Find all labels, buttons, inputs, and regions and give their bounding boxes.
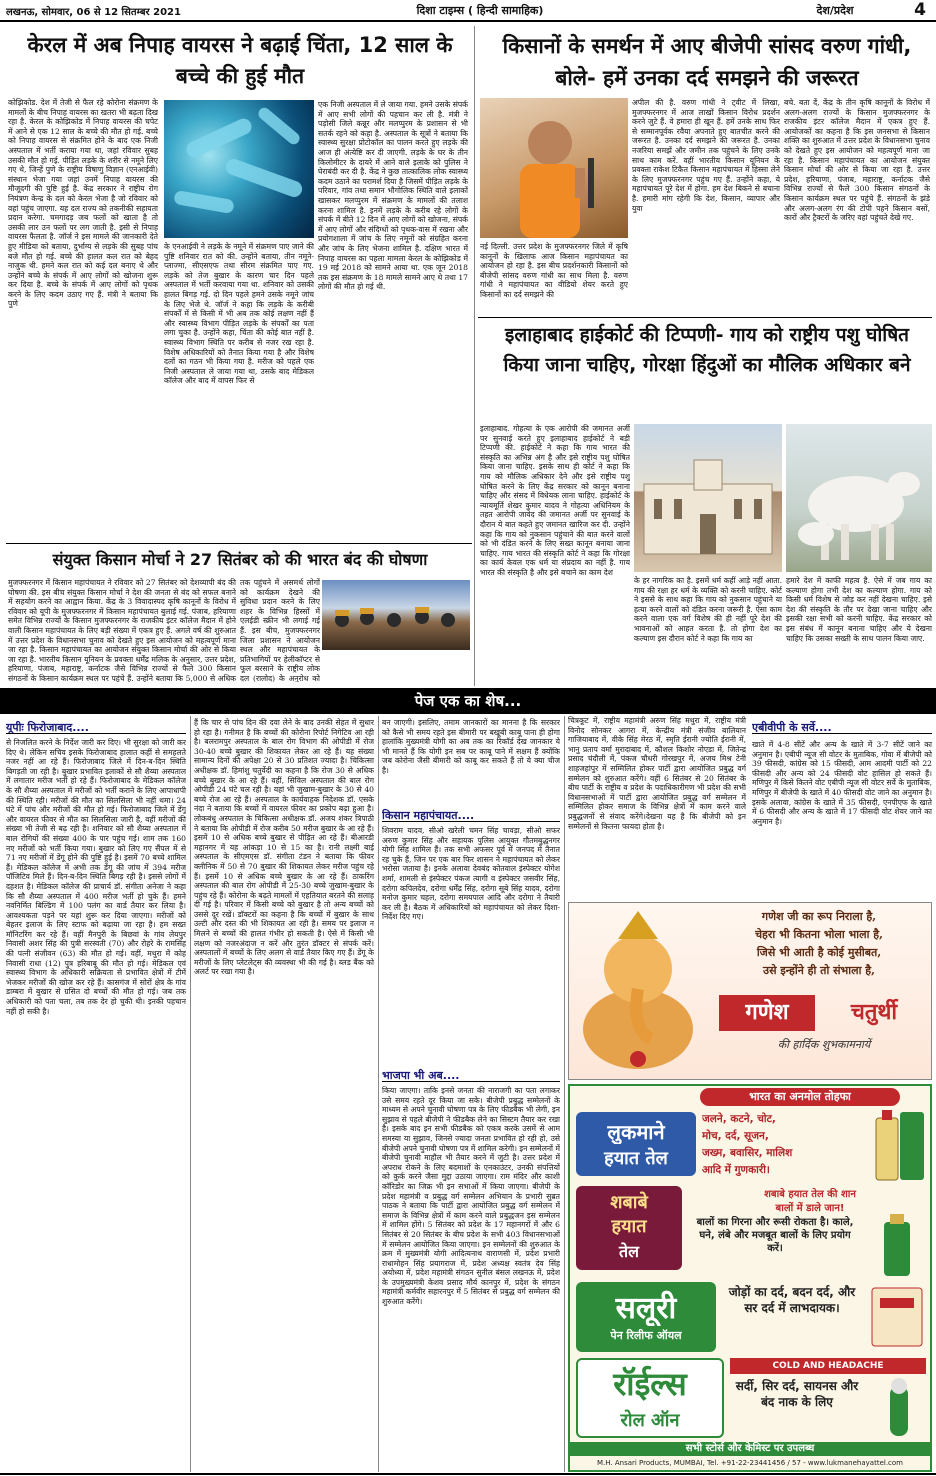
page-number: 4 [914, 0, 926, 20]
cow-drawing [786, 424, 932, 572]
article-headline-allahabad-hc: इलाहाबाद हाईकोर्ट की टिप्पणी- गाय को राष्ट्रीय पशु घोषित किया जाना चाहिए, गोरक्षा हिंदुओं का मौलिक अधिकार बने [503, 324, 911, 376]
continuation-head-bjp [382, 1064, 560, 1082]
masthead-section: देश/प्रदेश [816, 4, 854, 17]
ganesh-verse-line2: चेहरा भी कितना भोला भाला है, [755, 928, 883, 941]
lukmane-bottle-image [868, 1108, 928, 1184]
article-text-hc-col2: के हर नागरिक का है. इसमें धर्म कहीं आड़े नहीं आता. गाय की रक्षा हर धर्म के व्यक्ति को करनी चाहिए. कोर्ट ने इससे के साथ कहा कि गाय को नुकसान पहुंचाने या हत्या करने वालों को दंडित करना जरूरी है. ऐसा काम करने वाला एक वर्ग विशेष की ही नहीं पूरे देश की भावनाओं को आहत करता है. तो होगा देश का कल्याण इस दौरान कोर्ट ने कहा कि गाय का [634, 576, 782, 643]
court-photo [634, 424, 782, 572]
article-text-bandh-col2: तक पहुंचने में असमर्थ लोगों को कार्यक्रम देखने की सुविधा प्रदान करने के लिए शहर के विभिन्न हिस्सों में एलईडी स्क्रीन भी लगाई गई हैं. इस बीच, मुजफ्फरनगर जिला प्रशासन ने आयोजन स्थल और महापंचायत के प्रतिभागियों पर हेलीकॉप्टर से फूल बरसाने के राष्ट्रीय लोक दल (रालोद) के अनुरोध को [240, 578, 320, 682]
continuation-text-fever: हैं कि चार से पांच दिन की दवा लेने के बाद उनकी सेहत में सुधार हो रहा है। गनीमत है कि बच्चों की कोरोना रिपोर्ट निगेटिव आ रही है। बलरामपुर अस्पताल के बाल रोग विभाग की ओपीडी में रोज 30-40 बच्चे बुखार की शिकायत लेकर आ रहे हैं। यह संख्या सामान्य दिनों की अपेक्षा 20 से 30 प्रतिशत ज्यादा है। चिकित्सा अधीक्षक डॉ. हिमांशु चतुर्वेदी का कहना है कि रोज 30 से अधिक बच्चे बुखार के आ रहे हैं। वहीं, सिविल अस्पताल की बाल रोग ओपीडी 24 घंटे चल रही है। यहां भी जुखाम-बुखार के 30 से 40 बच्चे रोज आ रहे हैं। अस्पताल के कार्यवाहक निदेशक डॉ. एसके नंदा ने बताया कि बच्चों में वायरल फीवर का प्रकोप बढ़ा हुआ है। लोकबंधु अस्पताल के चिकित्सा अधीक्षक डॉ. अजय शंकर त्रिपाठी ने बताया कि ओपीडी में रोज करीब 50 मरीज बुखार के आ रहे हैं। इसमें 10 से अधिक बच्चे बुखार से पीड़ित आ रहे हैं। बीआरडी महानगर में यह आंकड़ा 10 से 15 का है। रानी लक्ष्मी बाई अस्पताल के सीएमएस डॉ. संगीता टंडन ने बताया कि फीवर क्लीनिक में 50 से 70 बुखार की शिकायत लेकर मरीज पहुंच रहे हैं। इसमें 10 से अधिक बच्चे बुखार के आ रहे हैं। ठाकरिंग अस्पताल की बाल रोग ओपीडी में 25-30 बच्चे जुखाम-बुखार के पहुंच रहे हैं। कोरोना के बढ़ते मामलों में एहतियात बरतने की सलाह दी गई है। परिवार में किसी बच्चे को बुखार है तो अन्य बच्चों को उससे दूर रखें। डॉक्टरों का कहना है कि बच्चों में बुखार के साथ उल्टी और दस्त की भी शिकायत आ रही है। समय पर इलाज न मिलने से बच्चों की हालत गंभीर हो सकती है। ऐसे में किसी भी लक्षण को नजरअंदाज न करें और तुरंत डॉक्टर से संपर्क करें। अस्पतालों में बच्चों के लिए अलग से वार्ड तैयार किए गए हैं। डेंगू के मरीजों के लिए प्लेटलेट्स की व्यवस्था भी की गई है। ब्लड बैंक को अलर्ट पर रखा गया है। [194, 718, 374, 977]
oil-ad-footer: सभी स्टोर्स और केमिस्ट पर उपलब्ध [570, 1442, 930, 1456]
ganesh-verse-line4: उसे इन्होंने ही तो संभाला है, [763, 964, 875, 977]
saluri-brand-box [576, 1282, 716, 1352]
virus-illustration [164, 100, 314, 238]
article-headline-nipah: केरल में अब निपाह वायरस ने बढ़ाई चिंता, 12 साल के बच्चे की हुई मौत [27, 33, 453, 88]
continuation-text-disease: बन जाएगी। इसलिए, तमाम जानकारों का मानना है कि सरकार को कैसे भी समय रहते इस बीमारी पर बखूबी काबू पाना ही होगा हालांकि मुख्यमंत्री योगी का अब तक का रिकॉर्ड देख जानकार ये भी मानते हैं कि योगी इन सब पर काबू पाने में सक्षम हैं क्योंकि जब कोरोना जैसी बीमारी को काबू कर सकते हैं तो ये क्या चीज है। [382, 718, 560, 775]
saluri-pack-image [866, 1284, 928, 1350]
oil-bullet: जख्म, बवासिर, मालिश [702, 1147, 793, 1159]
article-headline-varun-gandhi: किसानों के समर्थन में आए बीजेपी सांसद वरुण गांधी, बोले- हमें उनका दर्द समझने की जरूरत [502, 34, 912, 90]
continuation-text-bjp: किया जाएगा। ताकि इनसे जनता की नाराजगी का पता लगाकर उसे समय रहते दूर किया जा सके। बीजेपी प्रबुद्ध सम्मेलनों के माध्यम से अपने चुनावी घोषणा पत्र के लिए फीडबैक भी लेगी, इन सुझाव से पहले बीजेपी ने फीडबैक लेने का सिस्टम तैयार कर रखा है। इसके बाद इन सभी फीडबैक को एकत्र करके उसमें से आम समस्या या सुझाव, जिनसे ज्यादा जनता प्रभावित हो रही हो, उसे बीजेपी अपने चुनावी घोषणा पत्र में शामिल करेगी। इन सम्मेलनों में बीजेपी चुनावी माहौल भी तैयार करने में जुटी है। उत्तर प्रदेश में अपराध रोकने के लिए बदमाशों के एनकाउंटर, उनकी संपत्तियों को कुर्क करने जैसा मुद्दा उठाया जाएगा। राम मंदिर और काशी कॉरिडोर का जिक्र भी इन सभाओं में किया जाएगा। बीजेपी के प्रदेश महामंत्री व प्रबुद्ध वर्ग सम्मेलन अभियान के प्रभारी सुब्रत पाठक ने बताया कि पार्टी द्वारा आयोजित प्रबुद्ध वर्ग सम्मेलन में समाज के विभिन्न क्षेत्रों में काम करने वाले प्रबुद्धजन इस सम्मेलन में शामिल होंगे। 5 सितंबर को प्रदेश के 17 महानगरों में और 6 सितंबर से 20 सितंबर के बीच प्रदेश के सभी 403 विधानसभाओं में सम्मेलन आयोजित किया जाएगा। इन सम्मेलनों की शुरुआत के क्रम में मुख्यमंत्री योगी आदित्यनाथ वाराणसी में, प्रदेश प्रभारी राधामोहन सिंह प्रयागराज में, प्रदेश अध्यक्ष स्वतंत्र देव सिंह अयोध्या में, प्रदेश महामंत्री संगठन सुनील बंसल लखनऊ में, प्रदेश के उपमुख्यमंत्री केशव प्रसाद मौर्य कानपुर में, प्रदेश के संगठन महामंत्री कर्मवीर सहारनपुर में 5 सितंबर से प्रबुद्ध वर्ग सम्मेलन की शुरुआत करेंगे। [382, 1086, 560, 1307]
farmers-silhouettes [322, 580, 470, 650]
saluri-brand: सलूरी [615, 1291, 677, 1326]
oil-ad-top-banner: भारत का अनमोल तोहफा [700, 1088, 900, 1106]
pain-oil-pack-drawing [866, 1284, 928, 1350]
oil-bullet: जलने, कटने, चोट, [702, 1113, 776, 1125]
cold-headache-label: COLD AND HEADACHE [730, 1358, 926, 1374]
lukmane-brand-line1: लुकमाने [607, 1120, 665, 1144]
article-text-bandh-col1: मुजफ्फरनगर में किसान महापंचायत ने रविवार को 27 सितंबर को देशव्यापी बंद की घोषणा की. इस बीच संयुक्त किसान मोर्चा ने देश की जनता से बंद को सफल बनाने में सहयोग करने का आह्वान किया. केंद्र के 3 विवादास्पद कृषि कानूनों के विरोध में रविवार को यूपी के मुजफ्फरनगर में किसान महापंचायत बुलाई गई. पंजाब, हरियाणा समेत विभिन्न राज्यों के किसान मुजफ्फरनगर के राजकीय इंटर कॉलेज मैदान में होने वाली किसान महापंचायत के लिए बड़ी संख्या में एकत्र हुए हैं. अगले वर्ष की शुरुआत में उत्तर प्रदेश के विधानसभा चुनाव को देखते हुए इस आयोजन को महत्वपूर्ण माना जा रहा है. किसान महापंचायत का आयोजन संयुक्त किसान मोर्चा की ओर से किया जा रहा है. भारतीय किसान यूनियन के प्रवक्ता धर्मेंद्र मलिक के अनुसार, उत्तर प्रदेश, हरियाणा, पंजाब, महाराष्ट्र, कर्नाटक जैसे विभिन्न राज्यों से फैले 300 किसान संगठनों के किसान कार्यक्रम स्थल पर पहुंचे हैं. उन्होंने बताया कि 5,000 से अधिक [8, 578, 236, 682]
ganesh-idol-drawing [573, 909, 703, 1075]
ganesh-title-word1: गणेश [719, 995, 815, 1031]
hair-oil-bottle-drawing [866, 1214, 928, 1278]
ganesh-title-word2: चतुर्थी [850, 1000, 898, 1025]
continuation-text-bjp-leaders: चित्रकूट में, राष्ट्रीय महामंत्री अरुण सिंह मथुरा में, राष्ट्रीय मंत्री विनोद सोनकर आगरा में, केन्द्रीय मंत्री संजीव बालियान गाजियाबाद में, वीके सिंह मेरठ में, स्मृति ईरानी ज्योति ईरानी में, भानु प्रताप वर्मा मुरादाबाद में, कौशल किशोर नोएडा में, जितेन्द्र प्रसाद चंदौली में, पंकज चौधरी गोरखपुर में, अजय मिश्र टेनी शाहजहांपुर में सम्मिलित होकर पार्टी द्वारा आयोजित प्रबुद्ध वर्ग सम्मेलन को शुरुआत करेंगे। वहीं 6 सितंबर से 20 सितंबर के बीच पार्टी के राष्ट्रीय व प्रदेश के पदाधिकारीगण भी प्रदेश की सभी विधानसभाओं में पार्टी द्वारा आयोजित प्रबुद्ध वर्ग सम्मेलन में सम्मिलित होकर समाज के विभिन्न क्षेत्रों में काम करने वाले प्रबुद्धजनों से संवाद करेंगे।देखना यह है कि बीजेपी को इन सम्मेलनों से कितना फायदा होता है। [568, 716, 746, 831]
oil-bullet: आदि में गुणकारी। [702, 1164, 770, 1176]
oil-bullets [702, 1112, 862, 1182]
divider [478, 317, 932, 318]
ganesh-verse-line1: गणेश जी का रूप निराला है, [761, 910, 877, 923]
article-text-nipah-col1: कोझिकोड. देश में तेजी से फैल रहे कोरोना संक्रमण के मामलों के बीच निपाह वायरस का खतरा भी बढ़ता दिख रहा है. केरल के कोझिकोड में निपाह वायरस की चपेट में आने से एक 12 साल के बच्चे की मौत हो गई. बच्चे को निपाह वायरस से संक्रमित होने के बाद एक निजी अस्पताल में भर्ती कराया गया था, जहां रविवार सुबह उसकी मौत हो गई. पीड़ित लड़के के शरीर से नमूने लिए गए थे, जिन्हें पुणे के राष्ट्रीय विषाणु विज्ञान (एनआईवी) संस्थान भेजा गया जहां उनमें निपाह वायरस की मौजूदगी की पुष्टि हुई है. केंद्र सरकार ने राष्ट्रीय रोग नियंत्रण केन्द्र के दल को केरल भेजा है जो रविवार को वहां पहुंच जाएगा. यह दल राज्य को तकनीकी सहायता प्रदान करेगा. चमगादड़ जब फलों को खाता है तो उसकी लार उन फलों पर लग जाती है. इसी से निपाह वायरस फैलता है. जॉर्ज ने इस मामले की जानकारी देते हुए मीडिया को बताया, दुर्भाग्य से लड़के की सुबह पांच बजे मौत हो गई. बच्चे की हालत कल रात को बेहद नाजुक थी. हमने कल रात को कई दल बनाए थे और उन्होंने बच्चे के संपर्क में आए लोगों को खोजना शुरू कर दिया है. बच्चे के संपर्क में आए लोगों को पृथक करने के लिए कदम उठाए गए हैं. मंत्री ने बताया कि पुणे [8, 98, 158, 309]
saluri-description: जोड़ों का दर्द, बदन दर्द, और सर दर्द में लाभदायक। [728, 1285, 856, 1315]
page-bottom-rule [0, 1473, 936, 1475]
royals-description: सर्दी, सिर दर्द, सायनस और बंद नाक के लिए [735, 1379, 859, 1409]
court-building-drawing [634, 424, 782, 572]
ganesh-verse-line3: जिसे भी आती है कोई मुसीबत, [756, 946, 882, 959]
royals-brand: रॉईल्स [613, 1365, 687, 1403]
continuation-text-mahapanchayat: शिवराम यादव, सीओ खरेली चमन सिंह चावड़ा, सीओ सफर अरुण कुमार सिंह और सहायक पुलिस आयुक्त गौतमबुद्धनगर योगी सिंह शामिल हैं। तक सभी अफसर पूर्व में जनपद में तैनात रह चुके हैं, जिन पर एक बार फिर शासन ने महापंचायत को लेकर भरोसा जताया है। इनके अलावा देवबंद कोतवाल इंस्पेक्टर योगेश शर्मा, शामली से इंस्पेक्टर पंकज त्यागी व इंस्पेक्टर जसवीर सिंह, दरोगा कपिलदेव, दरोगा धर्मेंद्र सिंह, दरोगा सूबे सिंह यादव, दरोगा मनोज कुमार चहल, दरोगा समयपाल आदि और दरोगा ने तैयारी कर ली है। बैठक में अधिकारियों को महापंचायत को लेकर दिशा-निर्देश दिए गए। [382, 826, 560, 922]
varun-gandhi-photo [480, 98, 628, 238]
saluri-brand-sub: पेन रिलीफ ऑयल [610, 1329, 682, 1342]
shababe-description: बालों का गिरना और रूसी रोकता है। काले, घने, लंबे और मजबूत बालों के लिए प्रयोग करें। [696, 1217, 854, 1254]
article-text-nipah-col2: के एनआईवी ने लड़के के नमूने में संक्रमण पाए जाने की पुष्टि शनिवार रात को की. उन्होंने बताया, तीन नमूने- प्लाज्मा, सीएसएफ तथा सीरम संक्रमित पाए गए. लड़के को तेज बुखार के कारण चार दिन पहले अस्पताल में भर्ती करवाया गया था. शनिवार को उसकी हालत बिगड़ गई. दो दिन पहले हमने उसके नमूने जांच के लिए भेजे थे. जॉर्ज ने कहा कि लड़के के करीबी संपर्कों में से किसी में भी अब तक कोई लक्षण नहीं हैं और स्वास्थ्य विभाग पीड़ित लड़के के संपर्कों का पता लगा चुका है. उन्होंने कहा, चिंता की कोई बात नहीं है. स्वास्थ्य विभाग स्थिति पर करीब से नजर रख रहा है. विशेष अधिकारियों को तैनात किया गया है और विशेष दलों का गठन भी किया गया है. मरीज को पहले एक निजी अस्पताल ले जाया गया था, उसके बाद मेडिकल कॉलेज और बाद में वापस फिर से [164, 242, 314, 386]
lukmane-brand-line2: हयात तेल [604, 1148, 668, 1169]
continuation-head-survey-label: एबीवीपी के सर्वे.... [752, 721, 832, 734]
royals-brand-box [576, 1358, 724, 1438]
continuation-head-firozabad-label: यूपीः फिरोजाबाद.... [6, 721, 89, 734]
article-headline-bharat-bandh: संयुक्त किसान मोर्चा ने 27 सितंबर को की भारत बंद की घोषणा [52, 550, 428, 569]
ganesh-idol-image [573, 909, 703, 1075]
cow-photo [786, 424, 932, 572]
continuation-text-firozabad: से निजलित करने के निर्देश जारी कर दिए। भी सुरक्षा को जारी कर दिए थे। लेकिन सचिव इसके फिरोजाबाद हालात कहीं से समहलते नजर नहीं आ रहे हैं। फिरोजाबाद जिले में दिन-ब-दिन स्थिति बिगड़ती जा रही है। बुखार प्रभावित इलाकों से सौ शैय्या अस्पताल में लगातार मरीज भर्ती हो रहे हैं। फिरोजाबाद के मेडिकल कॉलेज के सौ शैय्या अस्पताल में मरीजों को भर्ती कराने के लिए आपाधापी की स्थिति रही। मरीजों की मौत का सिलसिला भी नहीं थमा। 24 घंटे में पांच और मरीजों की मौत हो गई। फिरोजाबाद जिले में डेंगू और वायरल फीवर से मौत का सिलसिला जारी है, वहीं मरीजों की संख्या भी तेजी से बढ़ रही है। शनिवार को सौ शैय्या अस्पताल में बाल रोगियों की संख्या 400 के पार पहुंच गई। शाम तक 160 नए मरीजों को भर्ती किया गया। बुखार को लिए गए सैंपल में से 71 नए मरीजों में डेंगू होने की पुष्टि हुई है। इसमें 70 बच्चे शामिल हैं। मेडिकल कॉलेज में अभी तक डेंगू की जांच में 394 मरीज पॉजिटिव मिले हैं। दिन-ब-दिन स्थिति बिगड़ रही है। इससे लोगों में दहशत है। मेडिकल कॉलेज की प्राचार्य डॉ. संगीता अनेजा ने कहा कि सौ शैय्या अस्पताल में 400 मरीज भर्ती हो चुके हैं। हमने नवनिर्मित बिल्डिंग में 100 पलंग का वार्ड तैयार कर लिया है। आवश्यकता पड़ने पर यहां शुरू कर दिया जाएगा। मरीजों को बेहतर इलाज के लिए स्टाफ को बढ़ाया जा रहा है। हम सख्त मॉनिटरिंग कर रहे हैं। वहीं मैनपुरी के बिछवां के गांव लेयपुर निवासी अशर सिंह की पुत्री सरस्वती (70) और रोहरे के रामसिंह की पत्नी संजीवन (63) की मौत हो गई। वहीं, मथुरा में कोह निवासी राधा (12) पुत्र हरिबाबू की मौत हो गई। मेडिकल एवं स्वास्थ्य विभाग के अधिकारी सक्रियता से प्रभावित क्षेत्रों में टीमें भेजकर मरीजों की खोज कर रहे हैं। कासगंज में सोरों क्षेत्र के गांव डाम्बरा में बुखार से ग्रसित दो बच्चों की मौत हो गई। जब तक अधिकारी को पता चला, तब तक देर हो चुकी थी। इनकी पहचान नहीं हो सकी है। [6, 738, 186, 1016]
column-divider [474, 26, 475, 686]
divider [6, 543, 472, 544]
oil-bullet: मोच, दर्द, सूजन, [702, 1130, 769, 1142]
roll-on-drawing [870, 1378, 928, 1438]
royals-rollon-image [870, 1378, 928, 1438]
speaker-figure [480, 98, 628, 238]
continuation-banner-text: पेज एक का शेष... [414, 692, 522, 710]
shababe-brand-line3: तेल [619, 1242, 639, 1261]
article-text-varun-col2: बचे. बता दें, केंद्र के तीन कृषि कानूनों के विरोध में अलग-अलग राज्यों के किसान मुजफ्फरनगर के राजकीय इंटर कॉलेज मैदान में एकत्र हुए हैं. आयोजकों का कहना है कि इस जनसभा से किसान शक्ति का शुरुआत में उत्तर प्रदेश के विधानसभा चुनाव को देखते हुए इस आयोजन को महत्वपूर्ण माना जा रहा है. किसान महापंचायत का आयोजन संयुक्त किसान मोर्चा की ओर से किया जा रहा है. उत्तर प्रदेश, हरियाणा, पंजाब, महाराष्ट्र, कर्नाटक जैसे विभिन्न राज्यों से फैले 300 किसान संगठनों के किसान कार्यक्रम स्थल पर पहुंचे हैं. संगठनों के झंडे और अलग-अलग रंग की टोपी पहने किसान बसों, कारों और ट्रैक्टरों के जरिए वहां पहुंचते देखे गए. [784, 98, 930, 223]
article-text-varun-col1: अपील की है. वरुण गांधी ने ट्वीट में लिखा, मुजफ्फरनगर में आज लाखों किसान विरोध प्रदर्शन करने जुटे हैं. वे हमारा ही खून हैं. हमें उनके साथ फिर से सम्मानपूर्वक रवैया अपनाते हुए बातचीत करने की जरूरत है. उनका दर्द समझने की जरूरत है. उनका नजरिया समझें और जमीन तक पहुंचने के लिए उनके साथ काम करें. वहीं भारतीय किसान यूनियन के प्रवक्ता राकेश टिकैत किसान महापंचायत में हिस्सा लेने के लिए मुजफ्फरनगर पहुंच गए हैं. उन्होंने कहा, ये महापंचायत पूरे देश में होगा. हम देश बिकने से बचाना है. हमारी मांग रहेगी कि देश, किसान, व्यापार और युवा [632, 98, 780, 213]
lukmane-brand-box [576, 1112, 696, 1176]
continuation-text-survey: खाते में 4-8 सीटें और अन्य के खाते में 3-7 सीटें जाने का अनुमान है। एबीपी न्यूज सी वोटर के मुताबिक, गोवा में बीजेपी को 39 फीसदी, कांग्रेस को 15 फीसदी, आम आदमी पार्टी को 22 फीसदी और अन्य को 24 फीसदी वोट हासिल हो सकते हैं। मणिपुर में किसे कितने वोट एबीपी न्यूज सी वोटर सर्वे के मुताबिक, मणिपुर में बीजेपी के खाते में 40 फीसदी वोट जाने का अनुमान है। इसके अलावा, कांग्रेस के खाते में 35 फीसदी, एनपीएफ के खाते में 6 फीसदी और अन्य के खाते में 17 फीसदी वोट शेयर जाने का अनुमान है। [752, 740, 932, 826]
masthead-paper: दिशा टाइम्स ( हिन्दी सामाहिक) [416, 4, 544, 17]
ganesh-chaturthi-ad [568, 902, 932, 1080]
article-text-nipah-col3: एक निजी अस्पताल में ले जाया गया. हमने उसके संपर्क में आए सभी लोगों की पहचान कर ली है. मंत्री ने पड़ोसी जिले कन्नूर और मलप्पुरम के प्रशासन से भी सतर्क रहने को कहा है. अस्पताल के सूत्रों ने बताया कि स्वास्थ्य सुरक्षा प्रोटोकॉल का पालन करते हुए लड़के की आज ही अंत्येष्टि कर दी जाएगी. लड़के के घर के तीन किलोमीटर के दायरे में आने वाले इलाके को पुलिस ने घेराबंदी कर दी है. केंद्र ने कुछ तात्कालिक लोक स्वास्थ्य कदम उठाने का परामर्श दिया है जिसमें पीड़ित लड़के के परिवार, गांव तथा समान भौगोलिक स्थिति वाले इलाकों खासकर मलप्पुरम में संक्रमण के मामलों की तलाश करना शामिल है. इनमें लड़के के करीब रहे लोगों के संपर्क में बीते 12 दिन में आए लोगों को खोजना, संपर्क में आए लोगों और संदिग्धों को पृथक-वास में रखना और प्रयोगशाला में जांच के लिए नमूनों को संग्रहित करना और जांच के लिए भेजना शामिल है. दक्षिण भारत में निपाह वायरस का पहला मामला केरल के कोझिकोड में 19 मई 2018 को सामने आया था. एक जून 2018 तक इस संक्रमण के 18 मामले सामने आए थे तथा 17 लोगों की मौत हो गई थी. [318, 100, 468, 292]
continuation-head-mahapanchayat [382, 804, 560, 822]
continuation-head-bjp-label: भाजपा भी अब.... [382, 1069, 460, 1082]
shababe-brand-box [576, 1186, 682, 1270]
royals-brand-sub: रोल ऑन [620, 1410, 680, 1431]
continuation-head-firozabad [6, 716, 186, 734]
ganesh-greeting: की हार्दिक शुभकामनायें [777, 1038, 871, 1051]
article-text-hc-col1: इलाहाबाद. गोहत्या के एक आरोपी की जमानत अर्जी पर सुनवाई करते हुए इलाहाबाद हाईकोर्ट ने बड़ी टिप्पणी की. हाईकोर्ट ने कहा कि गाय भारत की संस्कृति का अभिन्न अंग है और इसे राष्ट्रीय पशु घोषित किया जाना चाहिए. इसके साथ ही कोर्ट ने कहा कि गाय को मौलिक अधिकार देने और इसे राष्ट्रीय पशु घोषित करने के लिए केंद्र सरकार को कानून बनाना चाहिए और संसद में विधेयक लाना चाहिए. हाईकोर्ट के न्यायमूर्ति शेखर कुमार यादव ने गोहत्या अधिनियम के तहत आरोपी जावेद की जमानत अर्जी पर सुनवाई के दौरान ये बात कहते हुए जमानत खारिज कर दी. उन्होंने कहा कि गाय को नुकसान पहुंचाने की बात करने वालों को भी दंडित करने के लिए सख्त कानून बनाया जाना चाहिए. गाय भारत की संस्कृति कोर्ट ने कहा कि गोरक्षा का कार्य केवल एक धर्म या संप्रदाय का नहीं है. गाय भारत की संस्कृति है और इसे बचाने का काम देश [480, 424, 630, 577]
farmers-rally-photo [322, 580, 470, 650]
shababe-tagline: शबाबे हयात तेल की शान [764, 1189, 856, 1200]
column-divider [190, 716, 191, 1472]
virus-photo [164, 100, 314, 238]
continuation-head-mahapanchayat-label: किसान महापंचायत.... [382, 809, 475, 822]
masthead [0, 0, 936, 22]
article-text-hc-col3: हमारे देश में काफी महत्व है. ऐसे में जब गाय का कल्याण होगा तभी देश का कल्याण होगा. गाय को किसी धर्म विशेष से जोड़ कर नहीं देखना चाहिए. इसे देश की संस्कृति के तौर पर देखा जाना चाहिए और इसकी रक्षा सभी को करनी चाहिए. केंद्र सरकार को इस संबंध में कानून बनाना चाहिए और ये देखना चाहिए कि उसका सख्ती के साथ पालन किया जाए. [786, 576, 932, 643]
shababe-tagline2: बालों में डाले जान! [775, 1203, 845, 1214]
shababe-brand-line2: हयात [611, 1216, 647, 1237]
lukmane-hayat-oil-ad [568, 1084, 932, 1472]
continuation-banner [0, 688, 936, 714]
masthead-date: लखनऊ, सोमवार, 06 से 12 सितम्बर 2021 [6, 7, 181, 18]
continuation-head-survey [752, 716, 932, 734]
column-divider [378, 716, 379, 1472]
article-caption-varun: नई दिल्ली. उत्तर प्रदेश के मुजफ्फरनगर जिले में कृषि कानूनों के खिलाफ आज किसान महापंचायत का आयोजन हो रहा है. इस बीच प्रदर्शनकारी किसानों को बीजेपी सांसद वरुण गांधी का साथ मिला है. वरुण गांधी ने महापंचायत का वीडियो शेयर करते हुए किसानों का दर्द समझने की [480, 242, 628, 299]
oil-ad-contact: M.H. Ansari Products, MUMBAI, Tel. +91-22-23441456 / 57 - www.lukmanehayattel.com [596, 1459, 903, 1467]
oil-bottle-drawing [868, 1108, 928, 1184]
column-divider [564, 716, 565, 1472]
shababe-brand-line1: शबाबे [610, 1192, 648, 1213]
shababe-bottle-image [866, 1214, 928, 1278]
